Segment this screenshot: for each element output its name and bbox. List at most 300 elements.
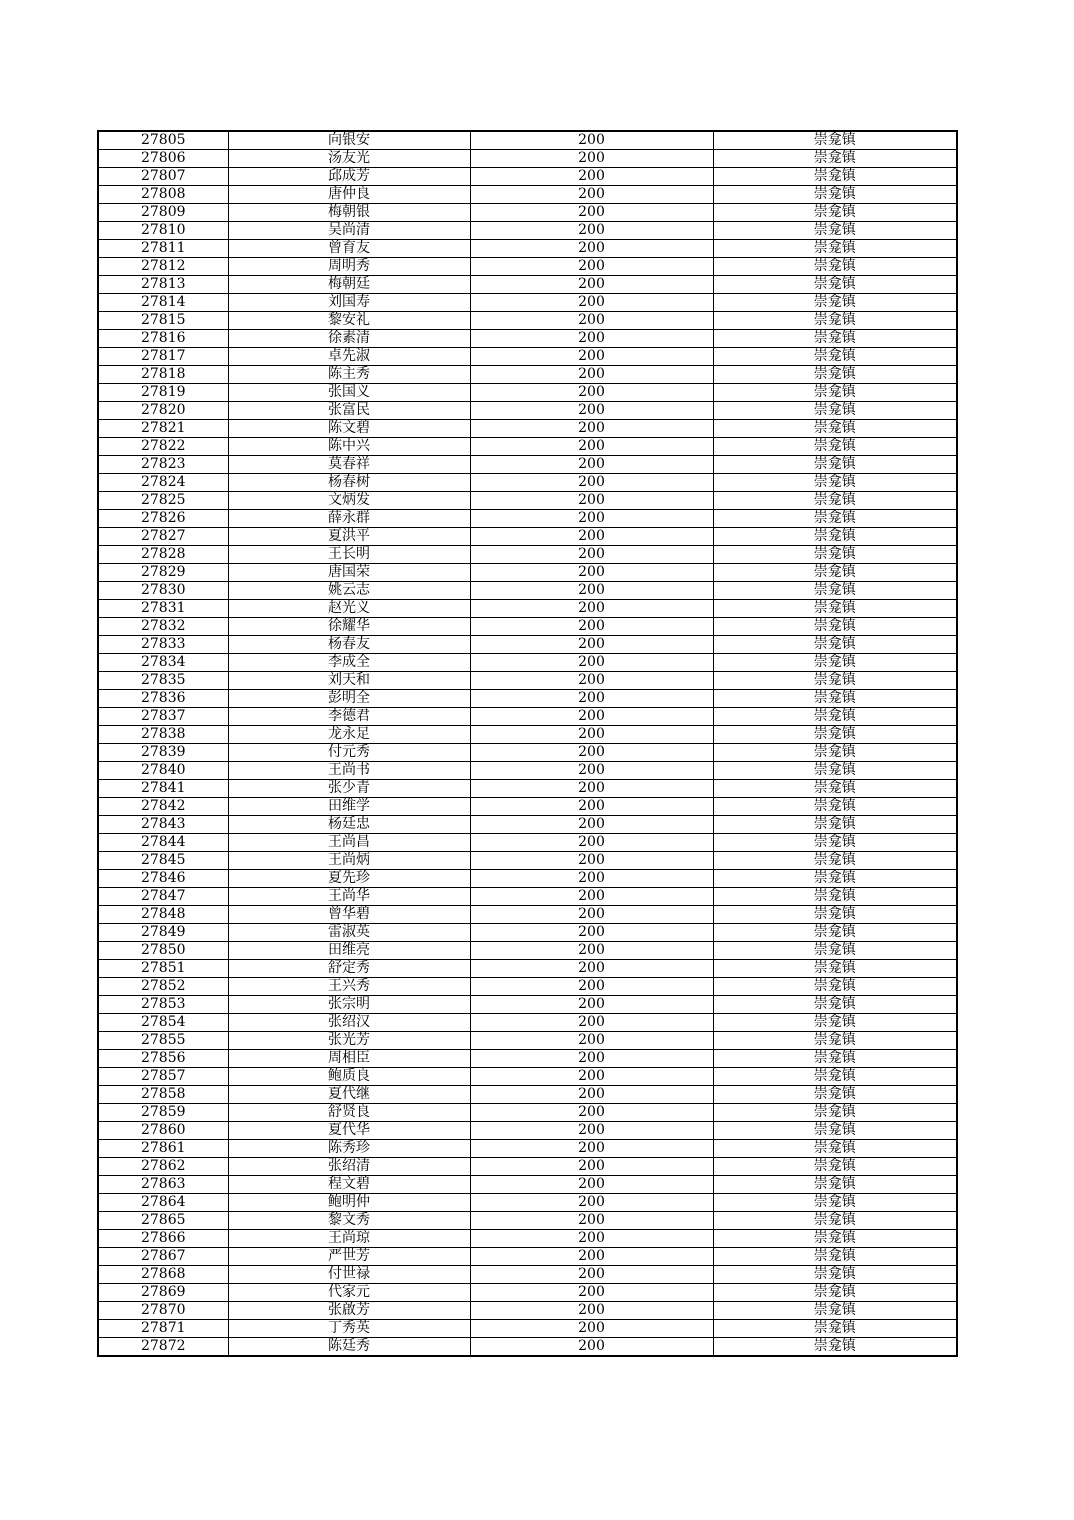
town-cell: 崇龛镇 — [713, 1266, 957, 1284]
row-number-cell: 27820 — [98, 402, 228, 420]
amount-cell: 200 — [470, 1140, 713, 1158]
town-cell: 崇龛镇 — [713, 708, 957, 726]
town-cell: 崇龛镇 — [713, 1158, 957, 1176]
amount-cell: 200 — [470, 168, 713, 186]
row-number-cell: 27840 — [98, 762, 228, 780]
town-cell: 崇龛镇 — [713, 924, 957, 942]
name-cell: 曾华碧 — [228, 906, 470, 924]
table-row — [98, 168, 957, 186]
town-cell: 崇龛镇 — [713, 1104, 957, 1122]
table-row — [98, 1212, 957, 1230]
town-cell: 崇龛镇 — [713, 618, 957, 636]
town-cell: 崇龛镇 — [713, 798, 957, 816]
amount-cell: 200 — [470, 870, 713, 888]
name-cell: 张光芳 — [228, 1032, 470, 1050]
town-cell: 崇龛镇 — [713, 1032, 957, 1050]
name-cell: 付世禄 — [228, 1266, 470, 1284]
amount-cell: 200 — [470, 402, 713, 420]
name-cell: 张绍清 — [228, 1158, 470, 1176]
row-number-cell: 27807 — [98, 168, 228, 186]
row-number-cell: 27814 — [98, 294, 228, 312]
table-row — [98, 978, 957, 996]
name-cell: 黎文秀 — [228, 1212, 470, 1230]
table-row — [98, 1032, 957, 1050]
table-row — [98, 1086, 957, 1104]
name-cell: 杨春树 — [228, 474, 470, 492]
row-number-cell: 27859 — [98, 1104, 228, 1122]
name-cell: 代家元 — [228, 1284, 470, 1302]
table-row — [98, 762, 957, 780]
row-number-cell: 27811 — [98, 240, 228, 258]
name-cell: 张国义 — [228, 384, 470, 402]
row-number-cell: 27850 — [98, 942, 228, 960]
amount-cell: 200 — [470, 636, 713, 654]
name-cell: 陈中兴 — [228, 438, 470, 456]
row-number-cell: 27824 — [98, 474, 228, 492]
name-cell: 张富民 — [228, 402, 470, 420]
town-cell: 崇龛镇 — [713, 1284, 957, 1302]
table-row — [98, 654, 957, 672]
town-cell: 崇龛镇 — [713, 1302, 957, 1320]
amount-cell: 200 — [470, 906, 713, 924]
table-row — [98, 420, 957, 438]
town-cell: 崇龛镇 — [713, 1176, 957, 1194]
town-cell: 崇龛镇 — [713, 276, 957, 294]
row-number-cell: 27817 — [98, 348, 228, 366]
amount-cell: 200 — [470, 204, 713, 222]
town-cell: 崇龛镇 — [713, 780, 957, 798]
amount-cell: 200 — [470, 672, 713, 690]
amount-cell: 200 — [470, 960, 713, 978]
amount-cell: 200 — [470, 834, 713, 852]
table-row — [98, 240, 957, 258]
amount-cell: 200 — [470, 276, 713, 294]
amount-cell: 200 — [470, 924, 713, 942]
town-cell: 崇龛镇 — [713, 636, 957, 654]
amount-cell: 200 — [470, 564, 713, 582]
table-row — [98, 1266, 957, 1284]
town-cell: 崇龛镇 — [713, 456, 957, 474]
town-cell: 崇龛镇 — [713, 240, 957, 258]
town-cell: 崇龛镇 — [713, 384, 957, 402]
row-number-cell: 27871 — [98, 1320, 228, 1338]
name-cell: 汤友光 — [228, 150, 470, 168]
town-cell: 崇龛镇 — [713, 222, 957, 240]
name-cell: 陈秀珍 — [228, 1140, 470, 1158]
row-number-cell: 27829 — [98, 564, 228, 582]
row-number-cell: 27861 — [98, 1140, 228, 1158]
table-row — [98, 870, 957, 888]
town-cell: 崇龛镇 — [713, 942, 957, 960]
table-row — [98, 906, 957, 924]
amount-cell: 200 — [470, 1176, 713, 1194]
town-cell: 崇龛镇 — [713, 420, 957, 438]
amount-cell: 200 — [470, 384, 713, 402]
name-cell: 吴尚清 — [228, 222, 470, 240]
town-cell: 崇龛镇 — [713, 816, 957, 834]
row-number-cell: 27853 — [98, 996, 228, 1014]
row-number-cell: 27860 — [98, 1122, 228, 1140]
name-cell: 夏代继 — [228, 1086, 470, 1104]
table-row — [98, 1248, 957, 1266]
name-cell: 卓先淑 — [228, 348, 470, 366]
amount-cell: 200 — [470, 816, 713, 834]
name-cell: 徐素清 — [228, 330, 470, 348]
amount-cell: 200 — [470, 1194, 713, 1212]
name-cell: 杨春友 — [228, 636, 470, 654]
row-number-cell: 27869 — [98, 1284, 228, 1302]
amount-cell: 200 — [470, 708, 713, 726]
table-row — [98, 1302, 957, 1320]
amount-cell: 200 — [470, 366, 713, 384]
table-row — [98, 366, 957, 384]
name-cell: 薛永群 — [228, 510, 470, 528]
name-cell: 陈廷秀 — [228, 1338, 470, 1357]
amount-cell: 200 — [470, 1050, 713, 1068]
name-cell: 刘国寿 — [228, 294, 470, 312]
table-row — [98, 1284, 957, 1302]
table-row — [98, 384, 957, 402]
row-number-cell: 27826 — [98, 510, 228, 528]
table-row — [98, 1176, 957, 1194]
town-cell: 崇龛镇 — [713, 762, 957, 780]
amount-cell: 200 — [470, 420, 713, 438]
amount-cell: 200 — [470, 798, 713, 816]
amount-cell: 200 — [470, 492, 713, 510]
row-number-cell: 27825 — [98, 492, 228, 510]
town-cell: 崇龛镇 — [713, 186, 957, 204]
table-row — [98, 438, 957, 456]
row-number-cell: 27823 — [98, 456, 228, 474]
amount-cell: 200 — [470, 744, 713, 762]
amount-cell: 200 — [470, 1032, 713, 1050]
name-cell: 王尚书 — [228, 762, 470, 780]
table-row — [98, 1140, 957, 1158]
row-number-cell: 27868 — [98, 1266, 228, 1284]
name-cell: 丁秀英 — [228, 1320, 470, 1338]
table-row — [98, 258, 957, 276]
row-number-cell: 27847 — [98, 888, 228, 906]
name-cell: 王尚华 — [228, 888, 470, 906]
amount-cell: 200 — [470, 888, 713, 906]
amount-cell: 200 — [470, 1122, 713, 1140]
row-number-cell: 27828 — [98, 546, 228, 564]
town-cell: 崇龛镇 — [713, 366, 957, 384]
row-number-cell: 27837 — [98, 708, 228, 726]
town-cell: 崇龛镇 — [713, 690, 957, 708]
name-cell: 李成全 — [228, 654, 470, 672]
table-row — [98, 312, 957, 330]
name-cell: 彭明全 — [228, 690, 470, 708]
amount-cell: 200 — [470, 582, 713, 600]
town-cell: 崇龛镇 — [713, 1212, 957, 1230]
amount-cell: 200 — [470, 510, 713, 528]
row-number-cell: 27818 — [98, 366, 228, 384]
row-number-cell: 27827 — [98, 528, 228, 546]
table-body — [98, 131, 957, 1356]
amount-cell: 200 — [470, 474, 713, 492]
table-row — [98, 942, 957, 960]
row-number-cell: 27846 — [98, 870, 228, 888]
row-number-cell: 27858 — [98, 1086, 228, 1104]
town-cell: 崇龛镇 — [713, 510, 957, 528]
amount-cell: 200 — [470, 546, 713, 564]
name-cell: 姚云志 — [228, 582, 470, 600]
town-cell: 崇龛镇 — [713, 1248, 957, 1266]
name-cell: 梅朝银 — [228, 204, 470, 222]
name-cell: 刘天和 — [228, 672, 470, 690]
town-cell: 崇龛镇 — [713, 744, 957, 762]
town-cell: 崇龛镇 — [713, 528, 957, 546]
town-cell: 崇龛镇 — [713, 312, 957, 330]
town-cell: 崇龛镇 — [713, 330, 957, 348]
table-row — [98, 294, 957, 312]
amount-cell: 200 — [470, 348, 713, 366]
amount-cell: 200 — [470, 456, 713, 474]
table-row — [98, 672, 957, 690]
name-cell: 黎安礼 — [228, 312, 470, 330]
table-row — [98, 402, 957, 420]
row-number-cell: 27835 — [98, 672, 228, 690]
row-number-cell: 27848 — [98, 906, 228, 924]
row-number-cell: 27813 — [98, 276, 228, 294]
name-cell: 舒贤良 — [228, 1104, 470, 1122]
name-cell: 张啟芳 — [228, 1302, 470, 1320]
row-number-cell: 27831 — [98, 600, 228, 618]
table-row — [98, 1338, 957, 1357]
amount-cell: 200 — [470, 131, 713, 150]
amount-cell: 200 — [470, 330, 713, 348]
table-row — [98, 1230, 957, 1248]
town-cell: 崇龛镇 — [713, 672, 957, 690]
name-cell: 鲍质良 — [228, 1068, 470, 1086]
name-cell: 张少青 — [228, 780, 470, 798]
name-cell: 夏代华 — [228, 1122, 470, 1140]
name-cell: 曾育友 — [228, 240, 470, 258]
amount-cell: 200 — [470, 438, 713, 456]
table-row — [98, 888, 957, 906]
table-row — [98, 1320, 957, 1338]
table-row — [98, 582, 957, 600]
name-cell: 王尚昌 — [228, 834, 470, 852]
table-row — [98, 564, 957, 582]
table-row — [98, 186, 957, 204]
row-number-cell: 27805 — [98, 131, 228, 150]
name-cell: 王长明 — [228, 546, 470, 564]
table-row — [98, 528, 957, 546]
name-cell: 王尚炳 — [228, 852, 470, 870]
table-row — [98, 150, 957, 168]
town-cell: 崇龛镇 — [713, 726, 957, 744]
row-number-cell: 27808 — [98, 186, 228, 204]
table-row — [98, 222, 957, 240]
table-row — [98, 726, 957, 744]
name-cell: 赵光义 — [228, 600, 470, 618]
amount-cell: 200 — [470, 222, 713, 240]
row-number-cell: 27819 — [98, 384, 228, 402]
town-cell: 崇龛镇 — [713, 204, 957, 222]
town-cell: 崇龛镇 — [713, 131, 957, 150]
amount-cell: 200 — [470, 942, 713, 960]
table-row — [98, 474, 957, 492]
town-cell: 崇龛镇 — [713, 960, 957, 978]
town-cell: 崇龛镇 — [713, 1122, 957, 1140]
town-cell: 崇龛镇 — [713, 978, 957, 996]
name-cell: 严世芳 — [228, 1248, 470, 1266]
town-cell: 崇龛镇 — [713, 1140, 957, 1158]
amount-cell: 200 — [470, 996, 713, 1014]
row-number-cell: 27836 — [98, 690, 228, 708]
name-cell: 龙永足 — [228, 726, 470, 744]
town-cell: 崇龛镇 — [713, 852, 957, 870]
name-cell: 王尚琼 — [228, 1230, 470, 1248]
town-cell: 崇龛镇 — [713, 888, 957, 906]
row-number-cell: 27822 — [98, 438, 228, 456]
amount-cell: 200 — [470, 1158, 713, 1176]
row-number-cell: 27856 — [98, 1050, 228, 1068]
name-cell: 付元秀 — [228, 744, 470, 762]
amount-cell: 200 — [470, 978, 713, 996]
row-number-cell: 27833 — [98, 636, 228, 654]
row-number-cell: 27866 — [98, 1230, 228, 1248]
town-cell: 崇龛镇 — [713, 1068, 957, 1086]
table-row — [98, 708, 957, 726]
table-row — [98, 546, 957, 564]
amount-cell: 200 — [470, 150, 713, 168]
table-row — [98, 834, 957, 852]
amount-cell: 200 — [470, 1014, 713, 1032]
name-cell: 莫春祥 — [228, 456, 470, 474]
table-row — [98, 798, 957, 816]
amount-cell: 200 — [470, 762, 713, 780]
town-cell: 崇龛镇 — [713, 996, 957, 1014]
row-number-cell: 27845 — [98, 852, 228, 870]
name-cell: 夏洪平 — [228, 528, 470, 546]
table-row — [98, 816, 957, 834]
name-cell: 杨廷忠 — [228, 816, 470, 834]
name-cell: 周明秀 — [228, 258, 470, 276]
table-row — [98, 744, 957, 762]
name-cell: 陈主秀 — [228, 366, 470, 384]
row-number-cell: 27841 — [98, 780, 228, 798]
name-cell: 雷淑英 — [228, 924, 470, 942]
town-cell: 崇龛镇 — [713, 1050, 957, 1068]
table-row — [98, 204, 957, 222]
row-number-cell: 27854 — [98, 1014, 228, 1032]
amount-cell: 200 — [470, 1068, 713, 1086]
row-number-cell: 27870 — [98, 1302, 228, 1320]
name-cell: 陈文碧 — [228, 420, 470, 438]
row-number-cell: 27867 — [98, 1248, 228, 1266]
table-row — [98, 276, 957, 294]
row-number-cell: 27862 — [98, 1158, 228, 1176]
town-cell: 崇龛镇 — [713, 1230, 957, 1248]
row-number-cell: 27863 — [98, 1176, 228, 1194]
name-cell: 徐耀华 — [228, 618, 470, 636]
name-cell: 向银安 — [228, 131, 470, 150]
town-cell: 崇龛镇 — [713, 564, 957, 582]
table-row — [98, 780, 957, 798]
town-cell: 崇龛镇 — [713, 1338, 957, 1357]
table-row — [98, 1194, 957, 1212]
table-row — [98, 600, 957, 618]
row-number-cell: 27839 — [98, 744, 228, 762]
row-number-cell: 27821 — [98, 420, 228, 438]
name-cell: 梅朝廷 — [228, 276, 470, 294]
town-cell: 崇龛镇 — [713, 438, 957, 456]
name-cell: 李德君 — [228, 708, 470, 726]
amount-cell: 200 — [470, 1284, 713, 1302]
amount-cell: 200 — [470, 780, 713, 798]
name-cell: 鲍明仲 — [228, 1194, 470, 1212]
amount-cell: 200 — [470, 1104, 713, 1122]
amount-cell: 200 — [470, 1230, 713, 1248]
table-row — [98, 348, 957, 366]
table-row — [98, 510, 957, 528]
amount-cell: 200 — [470, 690, 713, 708]
town-cell: 崇龛镇 — [713, 870, 957, 888]
amount-cell: 200 — [470, 1266, 713, 1284]
table-row — [98, 456, 957, 474]
row-number-cell: 27849 — [98, 924, 228, 942]
amount-cell: 200 — [470, 1212, 713, 1230]
town-cell: 崇龛镇 — [713, 1194, 957, 1212]
town-cell: 崇龛镇 — [713, 582, 957, 600]
town-cell: 崇龛镇 — [713, 654, 957, 672]
table-row — [98, 924, 957, 942]
row-number-cell: 27844 — [98, 834, 228, 852]
town-cell: 崇龛镇 — [713, 1086, 957, 1104]
row-number-cell: 27830 — [98, 582, 228, 600]
row-number-cell: 27810 — [98, 222, 228, 240]
name-cell: 张绍汉 — [228, 1014, 470, 1032]
payment-table — [97, 130, 958, 1357]
row-number-cell: 27832 — [98, 618, 228, 636]
amount-cell: 200 — [470, 600, 713, 618]
row-number-cell: 27815 — [98, 312, 228, 330]
table-row — [98, 1104, 957, 1122]
name-cell: 邱成芳 — [228, 168, 470, 186]
row-number-cell: 27852 — [98, 978, 228, 996]
amount-cell: 200 — [470, 1338, 713, 1357]
name-cell: 夏先珍 — [228, 870, 470, 888]
name-cell: 唐仲良 — [228, 186, 470, 204]
row-number-cell: 27855 — [98, 1032, 228, 1050]
name-cell: 张宗明 — [228, 996, 470, 1014]
row-number-cell: 27812 — [98, 258, 228, 276]
town-cell: 崇龛镇 — [713, 906, 957, 924]
town-cell: 崇龛镇 — [713, 546, 957, 564]
table-row — [98, 618, 957, 636]
name-cell: 文炳发 — [228, 492, 470, 510]
row-number-cell: 27864 — [98, 1194, 228, 1212]
name-cell: 周相臣 — [228, 1050, 470, 1068]
town-cell: 崇龛镇 — [713, 1320, 957, 1338]
row-number-cell: 27806 — [98, 150, 228, 168]
amount-cell: 200 — [470, 294, 713, 312]
table-row — [98, 131, 957, 150]
town-cell: 崇龛镇 — [713, 402, 957, 420]
town-cell: 崇龛镇 — [713, 168, 957, 186]
row-number-cell: 27843 — [98, 816, 228, 834]
amount-cell: 200 — [470, 186, 713, 204]
town-cell: 崇龛镇 — [713, 150, 957, 168]
table-row — [98, 1050, 957, 1068]
town-cell: 崇龛镇 — [713, 600, 957, 618]
town-cell: 崇龛镇 — [713, 492, 957, 510]
name-cell: 田维学 — [228, 798, 470, 816]
amount-cell: 200 — [470, 240, 713, 258]
